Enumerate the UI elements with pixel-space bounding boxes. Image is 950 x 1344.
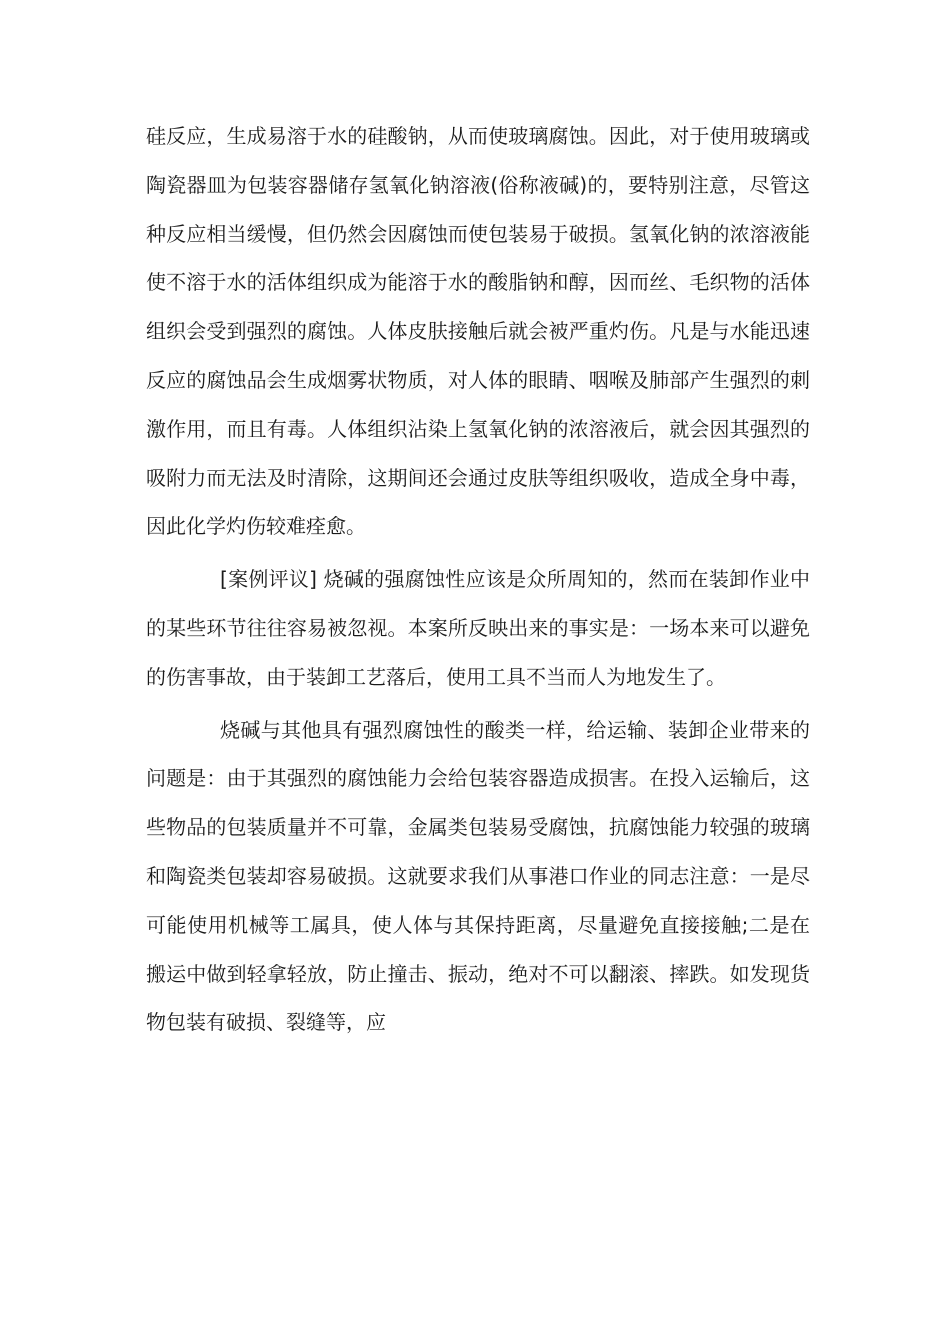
paragraph-handling-advice: 烧碱与其他具有强烈腐蚀性的酸类一样，给运输、装卸企业带来的问题是：由于其强烈的腐蚀能力会给包装容器造成损害。在投入运输后，这些物品的包装质量并不可靠，金属类包装易受腐蚀，抗腐蚀能力较强的玻璃和陶瓷类包装却容易破损。这就要求我们从事港口作业的同志注意：一是尽可能使用机械等工属具，使人体与其保持距离，尽量避免直接接触;二是在搬运中做到轻拿轻放，防止撞击、振动，绝对不可以翻滚、摔跌。如发现货物包装有破损、裂缝等，应 — [146, 717, 810, 1035]
paragraph-case-review: [案例评议] 烧碱的强腐蚀性应该是众所周知的，然而在装卸作业中的某些环节往往容易被忽视。本案所反映出来的事实是：一场本来可以避免的伤害事故，由于装卸工艺落后，使用工具不当而人为地发生了。 — [146, 567, 810, 689]
body-text — [146, 112, 810, 1047]
paragraph-corrosion-effects: 硅反应，生成易溶于水的硅酸钠，从而使玻璃腐蚀。因此，对于使用玻璃或陶瓷器皿为包装容器储存氢氧化钠溶液(俗称液碱)的，要特别注意，尽管这种反应相当缓慢，但仍然会因腐蚀而使包装易于破损。氢氧化钠的浓溶液能使不溶于水的活体组织成为能溶于水的酸脂钠和醇，因而丝、毛织物的活体组织会受到强烈的腐蚀。人体皮肤接触后就会被严重灼伤。凡是与水能迅速反应的腐蚀品会生成烟雾状物质，对人体的眼睛、咽喉及肺部产生强烈的刺激作用，而且有毒。人体组织沾染上氢氧化钠的浓溶液后，就会因其强烈的吸附力而无法及时清除，这期间还会通过皮肤等组织吸收，造成全身中毒，因此化学灼伤较难痊愈。 — [146, 124, 810, 539]
